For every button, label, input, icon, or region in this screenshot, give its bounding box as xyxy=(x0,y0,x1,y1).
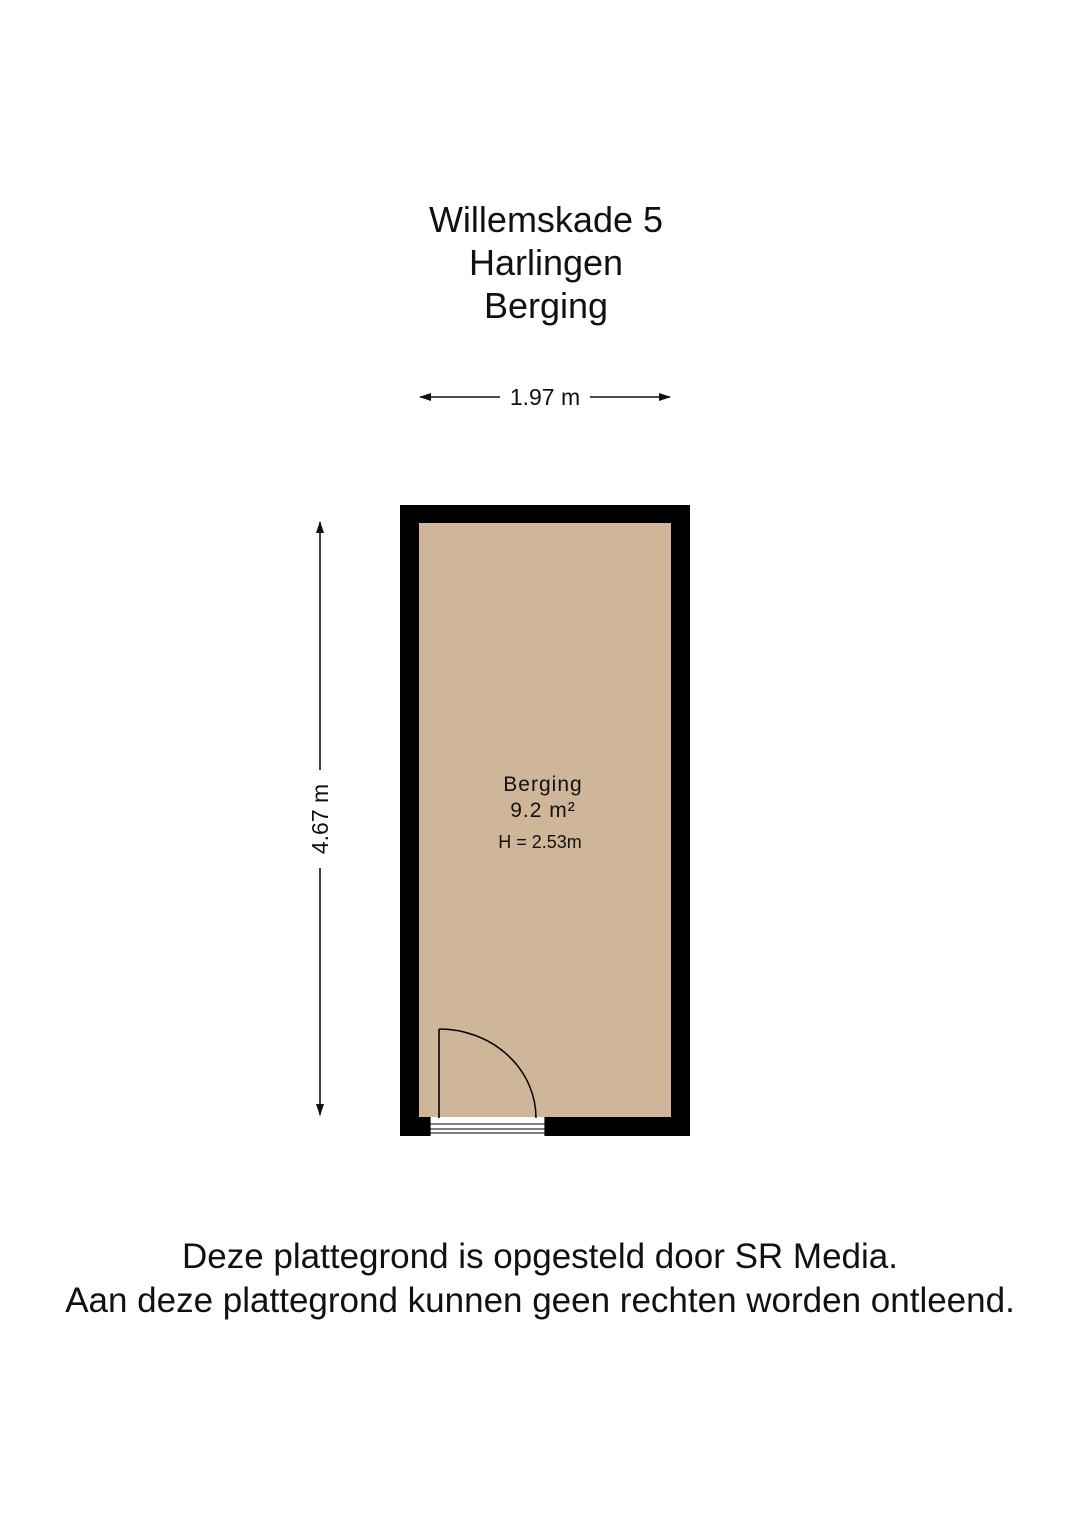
wall-right xyxy=(671,505,690,1136)
width-dimension xyxy=(420,384,670,410)
wall-bottom-right xyxy=(545,1117,690,1136)
width-label: 1.97 m xyxy=(509,384,581,410)
address-title: Willemskade 5 xyxy=(428,199,664,240)
floor-title: Berging xyxy=(483,285,609,326)
room-height: H = 2.53m xyxy=(498,832,582,852)
depth-label: 4.67 m xyxy=(307,783,333,855)
wall-bottom-left xyxy=(400,1117,430,1136)
disclaimer-line-2: Aan deze plattegrond kunnen geen rechten worden ontleend. xyxy=(65,1281,1015,1320)
disclaimer-line-1: Deze plattegrond is opgesteld door SR Media. xyxy=(182,1237,898,1276)
room-name: Berging xyxy=(503,773,583,796)
depth-dimension xyxy=(307,522,333,1115)
disclaimer xyxy=(0,1235,1080,1323)
room-area: 9.2 m² xyxy=(510,799,576,822)
city-title: Harlingen xyxy=(468,242,624,283)
wall-top xyxy=(400,505,690,523)
wall-left xyxy=(400,505,419,1136)
